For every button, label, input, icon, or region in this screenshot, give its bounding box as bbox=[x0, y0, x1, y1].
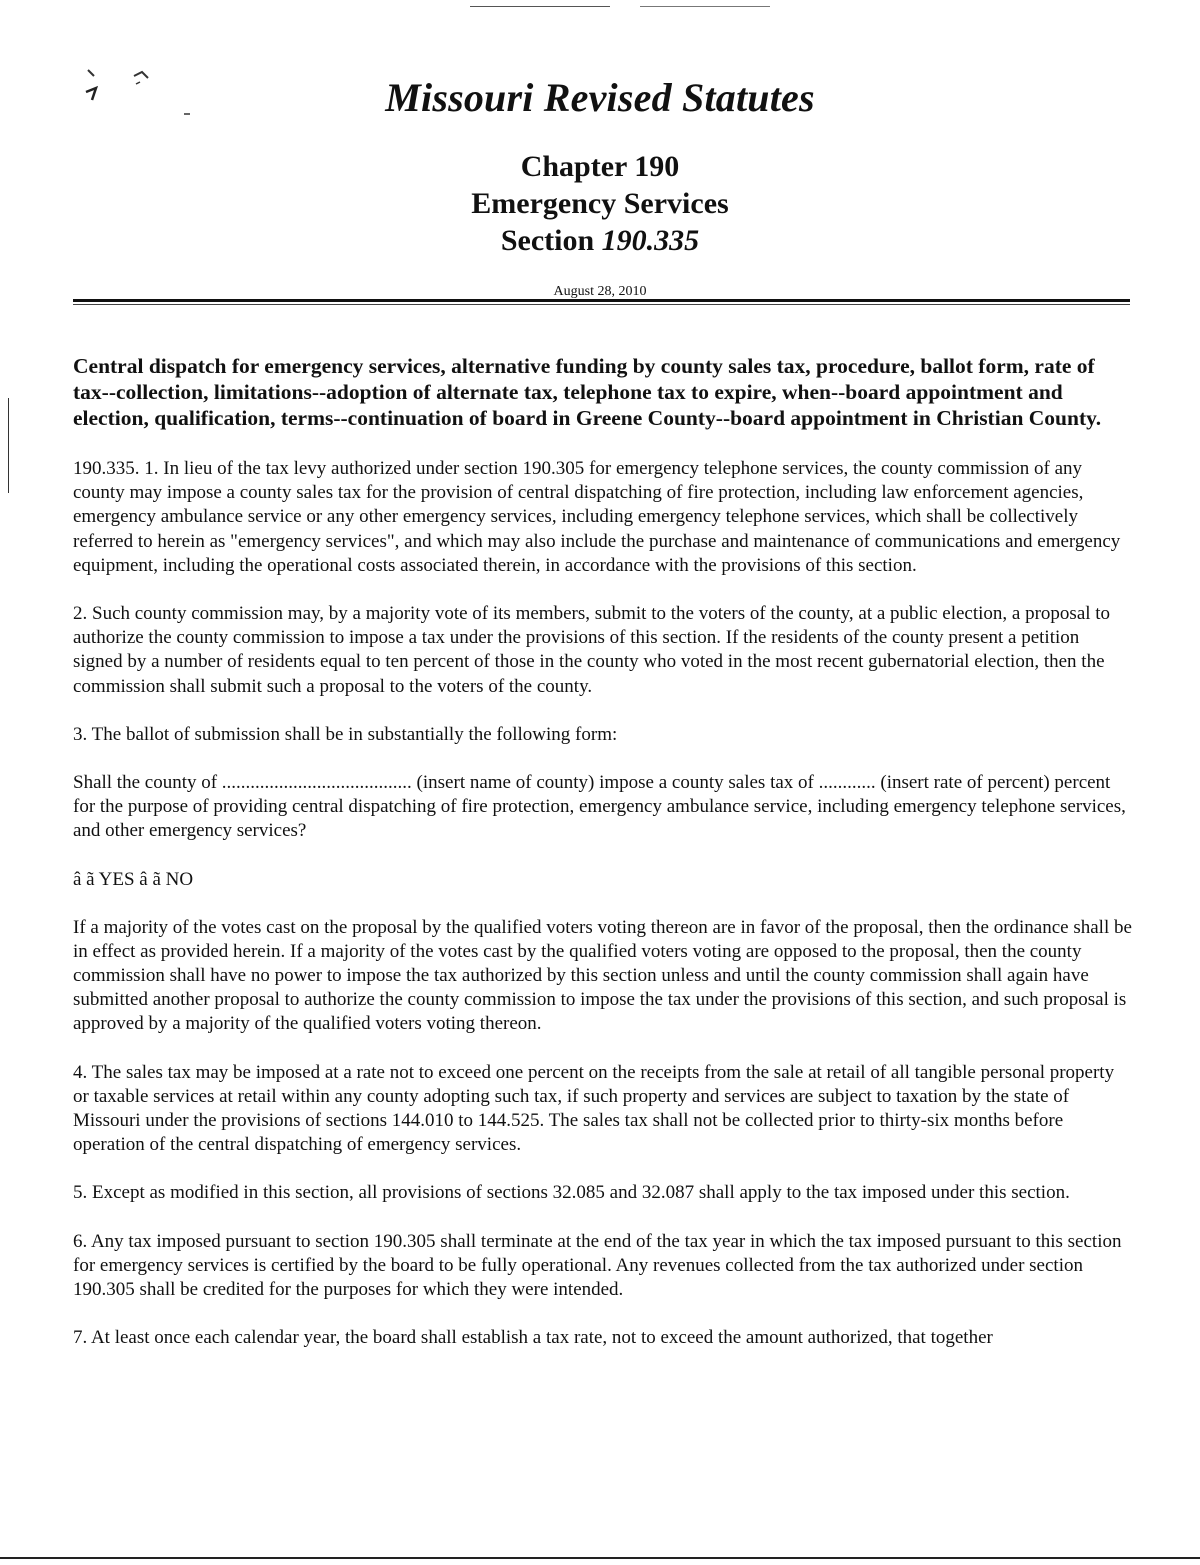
scan-top-rule-secondary bbox=[640, 6, 770, 7]
chapter-name: Emergency Services bbox=[471, 187, 729, 220]
paragraph-1: 190.335. 1. In lieu of the tax levy authorized under section 190.305 for emergency telephone services, the county commission of any county may impose a county sales tax for the provision of central dispatching of fire protection, including law enforcement agencies, emergency ambulance service or any other emergency services, including emergency telephone services, which shall be collectively referred to herein as "emergency services", and which may also include the purchase and maintenance of communications and emergency equipment, including the operational costs associated therein, in accordance with the provisions of this section. bbox=[73, 458, 1121, 576]
header-divider bbox=[73, 299, 1130, 302]
paragraph-7: 7. At least once each calendar year, the board shall establish a tax rate, not to exceed the amount authorized, that together bbox=[73, 1327, 993, 1349]
scan-bottom-rule bbox=[0, 1557, 1200, 1559]
header-divider-thin bbox=[73, 304, 1130, 305]
section-summary: Central dispatch for emergency services, alternative funding by county sales tax, procedure, ballot form, rate of tax--collection, limitations--adoption of alternate tax, telephone tax to expire, when--board appointment and election, qualification, terms--continuation of board in Greene County--board appointment in Christian County. bbox=[73, 354, 1102, 430]
section-label: Section bbox=[500, 224, 595, 257]
paragraph-4: 4. The sales tax may be imposed at a rate not to exceed one percent on the receipts from the sale at retail of all tangible personal property or taxable services at retail within any county adopting such tax, if such property and services are subject to taxation by the state of Missouri under the provisions of sections 144.010 to 144.525. The sales tax shall not be collected prior to thirty-six months before operation of the central dispatching of emergency services. bbox=[73, 1061, 1115, 1156]
paragraph-6: 6. Any tax imposed pursuant to section 190.305 shall terminate at the end of the tax year in which the tax imposed pursuant to this section for emergency services is certified by the board to be fully operational. Any revenues collected from the tax authorized under section 190.305 shall be credited for the purposes for which they were intended. bbox=[73, 1230, 1122, 1301]
paragraph-5: 5. Except as modified in this section, all provisions of sections 32.085 and 32.087 shall apply to the tax imposed under this section. bbox=[73, 1182, 1070, 1204]
chapter-number: Chapter 190 bbox=[520, 150, 680, 183]
ballot-question: Shall the county of ........................................ (insert name of county) impose a county sales tax of ............ (insert rate of percent) percent for the purpose of providing central dispatching of fire protection, emergency ambulance service, including emergency telephone services, and other emergency services? bbox=[73, 772, 1126, 842]
statute-body bbox=[73, 353, 1133, 1374]
scan-margin-bar bbox=[8, 398, 9, 493]
paragraph-2: 2. Such county commission may, by a majority vote of its members, submit to the voters of the county, at a public election, a proposal to authorize the county commission to impose a tax under the provisions of this section. If the residents of the county present a petition signed by a number of residents equal to ten percent of those in the county who voted in the most recent gubernatorial election, then the commission shall submit such a proposal to the voters of the county. bbox=[73, 603, 1111, 697]
scan-top-rule bbox=[470, 6, 610, 7]
effective-date: August 28, 2010 bbox=[553, 284, 647, 299]
paragraph-3: 3. The ballot of submission shall be in substantially the following form: bbox=[73, 723, 618, 745]
section-heading bbox=[0, 222, 1200, 259]
document-title: Missouri Revised Statutes bbox=[385, 75, 815, 120]
section-number: 190.335 bbox=[601, 224, 700, 257]
chapter-header bbox=[0, 148, 1200, 259]
paragraph-majority-vote: If a majority of the votes cast on the proposal by the qualified voters voting thereon are in favor of the proposal, then the ordinance shall be in effect as provided herein. If a majority of the votes cast by the qualified voters voting are opposed to the proposal, then the county commission shall have no power to impose the tax authorized by this section unless and until the county commission shall again have submitted another proposal to authorize the county commission to impose the tax under the provisions of this section, and such proposal is approved by a majority of the qualified voters voting thereon. bbox=[73, 916, 1132, 1035]
ballot-choices: â ã YES â ã NO bbox=[73, 868, 194, 890]
